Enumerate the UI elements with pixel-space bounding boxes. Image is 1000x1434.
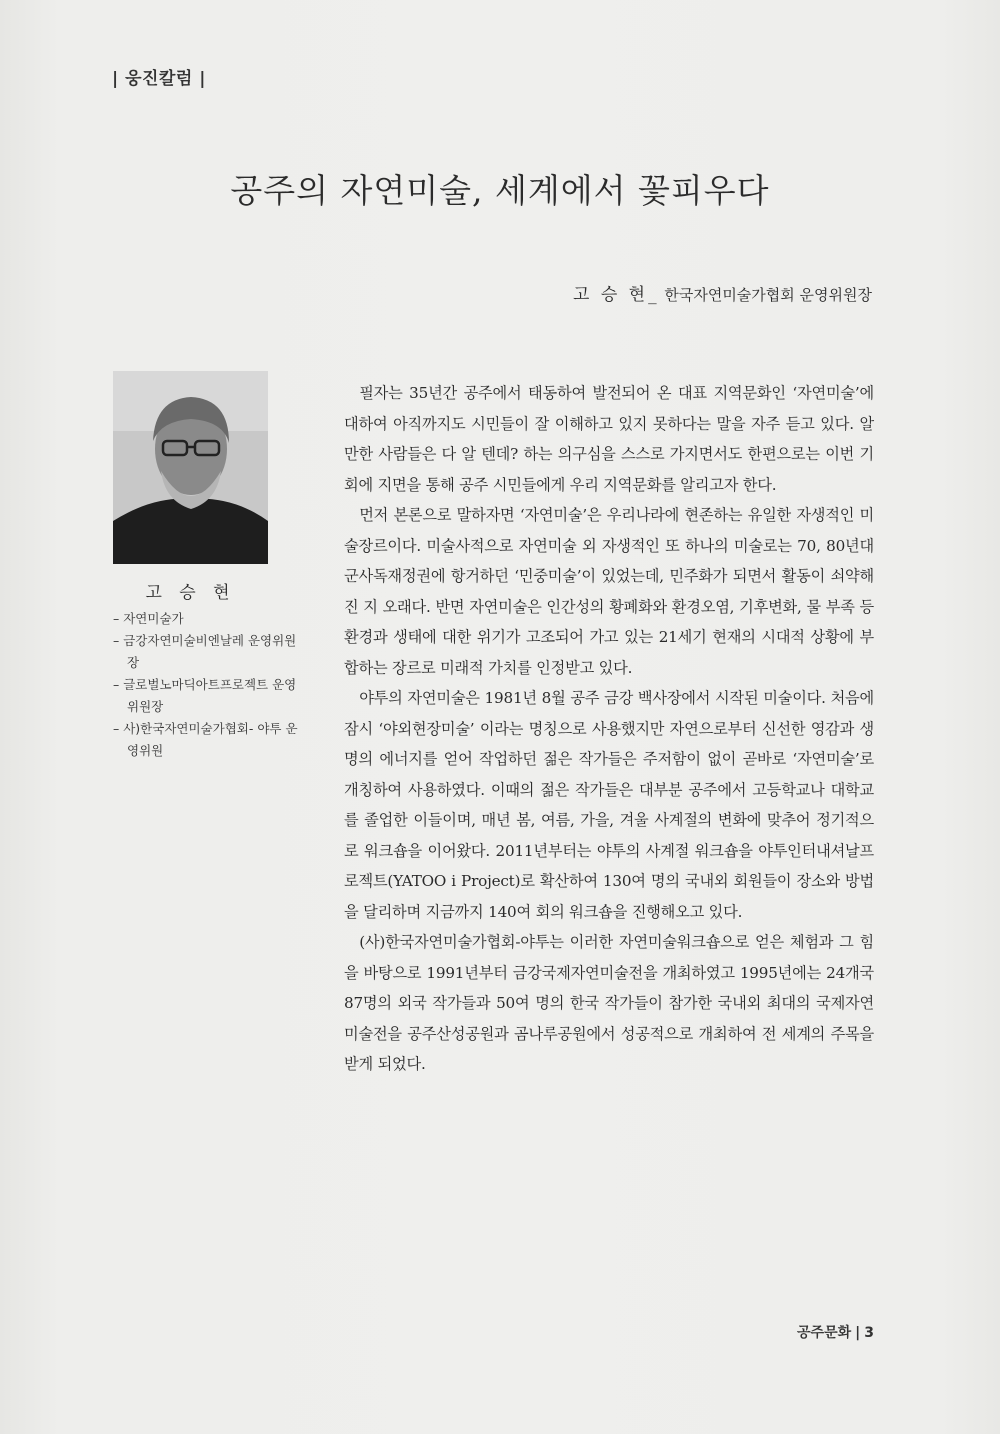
page-footer bbox=[797, 1322, 874, 1342]
body-paragraph: 야투의 자연미술은 1981년 8월 공주 금강 백사장에서 시작된 미술이다. 처음에 잠시 ‘야외현장미술’ 이라는 명칭으로 사용했지만 자연으로부터 신선한 영감과 생명의 에너지를 얻어 작업하던 젊은 작가들은 주저함이 없이 곧바로 ‘자연미술’로 개칭하여 사용하였다. 이때의 젊은 작가들은 대부분 공주에서 고등학교나 대학교를 졸업한 이들이며, 매년 봄, 여름, 가을, 겨울 사계절의 변화에 맞추어 정기적으로 워크숍을 이어왔다. 2011년부터는 야투의 사계절 워크숍을 야투인터내셔날프로젝트(YATOO i Project)로 확산하여 130여 명의 국내외 회원들이 장소와 방법을 달리하며 지금까지 140여 회의 워크숍을 진행해오고 있다. bbox=[344, 689, 874, 921]
cv-item: – 금강자연미술비엔날레 운영위원장 bbox=[113, 630, 303, 674]
article-body bbox=[344, 378, 874, 1080]
section-tag: | 웅진칼럼 | bbox=[112, 69, 206, 89]
author-photo bbox=[113, 371, 268, 564]
footer-divider: | bbox=[855, 1325, 861, 1341]
page-number: 3 bbox=[864, 1325, 874, 1341]
author-name: 고 승 현 bbox=[145, 583, 236, 603]
author-cv-list bbox=[113, 608, 303, 762]
body-paragraph: 필자는 35년간 공주에서 태동하여 발전되어 온 대표 지역문화인 ‘자연미술’에 대하여 아직까지도 시민들이 잘 이해하고 있지 못하다는 말을 자주 듣고 있다. 알 만한 사람들은 다 알 텐데? 하는 의구심을 스스로 가지면서도 한편으로는 이번 기회에 지면을 통해 공주 시민들에게 우리 지역문화를 알리고자 한다. bbox=[344, 384, 874, 494]
article-title: 공주의 자연미술, 세계에서 꽃피우다 bbox=[230, 171, 770, 210]
body-paragraph: (사)한국자연미술가협회-야투는 이러한 자연미술워크숍으로 얻은 체험과 그 힘을 바탕으로 1991년부터 금강국제자연미술전을 개최하였고 1995년에는 24개국 87명의 외국 작가들과 50여 명의 한국 작가들이 참가한 국내외 최대의 국제자연미술전을 공주산성공원과 곰나루공원에서 성공적으로 개최하여 전 세계의 주목을 받게 되었다. bbox=[344, 933, 874, 1073]
publication-name: 공주문화 bbox=[797, 1325, 852, 1341]
body-paragraph: 먼저 본론으로 말하자면 ‘자연미술’은 우리나라에 현존하는 유일한 자생적인 미술장르이다. 미술사적으로 자연미술 외 자생적인 또 하나의 미술로는 70, 80년대 군사독재정권에 항거하던 ‘민중미술’이 있었는데, 민주화가 되면서 활동이 쇠약해진 지 오래다. 반면 자연미술은 인간성의 황폐화와 환경오염, 기후변화, 물 부족 등 환경과 생태에 대한 위기가 고조되어 가고 있는 21세기 현재의 시대적 상황에 부합하는 장르로 미래적 가치를 인정받고 있다. bbox=[344, 506, 874, 677]
byline bbox=[573, 280, 872, 305]
byline-role: 한국자연미술가협회 운영위원장 bbox=[664, 286, 872, 304]
cv-item: – 사)한국자연미술가협회- 야투 운영위원 bbox=[113, 718, 303, 762]
byline-name: 고 승 현_ bbox=[573, 285, 660, 305]
cv-item: – 자연미술가 bbox=[113, 608, 303, 630]
cv-item: – 글로벌노마딕아트프로젝트 운영위원장 bbox=[113, 674, 303, 718]
